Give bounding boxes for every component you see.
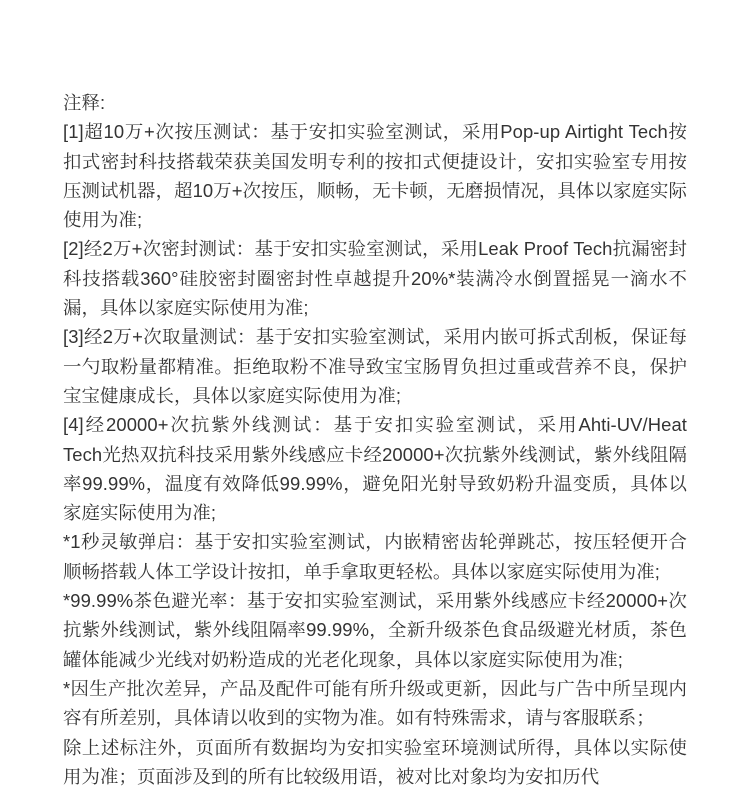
- notes-title: 注释:: [63, 92, 106, 113]
- note-paragraph-light-block: *99.99%茶色避光率：基于安扣实验室测试，采用紫外线感应卡经20000+次抗紫外线测试，紫外线阻隔率99.99%，全新升级茶色食品级避光材质，茶色罐体能减少光线对奶粉造成的光老化现象，具体以家庭实际使用为准;: [63, 590, 687, 670]
- note-paragraph-seal-test: [2]经2万+次密封测试：基于安扣实验室测试，采用Leak Proof Tech抗漏密封科技搭载360°硅胶密封圈密封性卓越提升20%*装满冷水倒置摇晃一滴水不漏，具体以家庭实际使用为准;: [63, 238, 687, 319]
- note-paragraph-press-test: [1]超10万+次按压测试：基于安扣实验室测试，采用Pop-up Airtight Tech按扣式密封科技搭载荣获美国发明专利的按扣式便捷设计，安扣实验室专用按压测试机器，超10万+次按压，顺畅，无卡顿，无磨损情况，具体以家庭实际使用为准;: [63, 121, 687, 231]
- note-paragraph-batch-difference: *因生产批次差异，产品及配件可能有所升级或更新，因此与广告中所呈现内容有所差别，具体请以收到的实物为准。如有特殊需求，请与客服联系；: [63, 677, 687, 729]
- note-paragraph-pop-open: *1秒灵敏弹启：基于安扣实验室测试，内嵌精密齿轮弹跳芯，按压轻便开合顺畅搭载人体工学设计按扣，单手拿取更轻松。具体以家庭实际使用为准;: [63, 531, 687, 582]
- note-paragraph-scoop-test: [3]经2万+次取量测试：基于安扣实验室测试，采用内嵌可拆式刮板，保证每一勺取粉量都精准。拒绝取粉不准导致宝宝肠胃负担过重或营养不良，保护宝宝健康成长，具体以家庭实际使用为准;: [63, 326, 687, 406]
- note-paragraph-uv-test: [4]经20000+次抗紫外线测试：基于安扣实验室测试，采用Ahti-UV/Heat Tech光热双抗科技采用紫外线感应卡经20000+次抗紫外线测试，紫外线阻隔率99.99%，温度有效降低99.99%，避免阳光射导致奶粉升温变质，具体以家庭实际使用为准;: [63, 414, 687, 524]
- note-paragraph-lab-data-disclaimer: 除上述标注外，页面所有数据均为安扣实验室环境测试所得，具体以实际使用为准；页面涉及到的所有比较级用语，被对比对象均为安扣历代: [63, 736, 687, 787]
